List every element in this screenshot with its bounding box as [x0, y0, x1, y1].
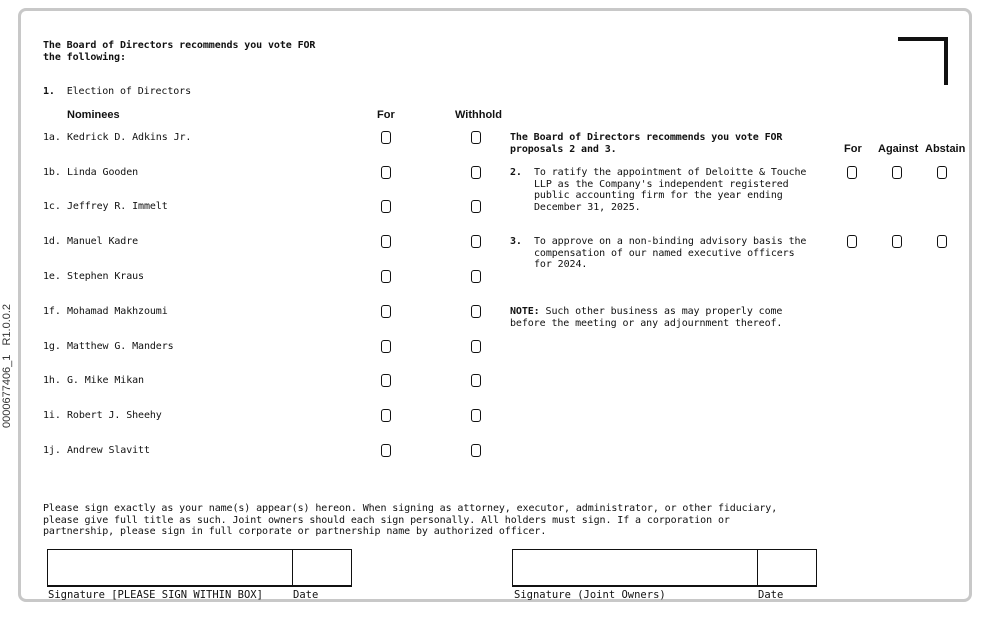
against-checkbox[interactable] — [892, 166, 902, 179]
for-checkbox[interactable] — [381, 340, 391, 353]
for-checkbox[interactable] — [381, 374, 391, 387]
proposal-text-line: public accounting firm for the year ending — [534, 190, 783, 201]
proposal-text — [534, 236, 806, 271]
nominee-name: Linda Gooden — [67, 167, 139, 178]
nominee-number: 1e. — [43, 271, 61, 282]
nominee-number: 1g. — [43, 341, 61, 352]
instruction-line: Please sign exactly as your name(s) appear(s) hereon. When signing as attorney, executor, administrator, or other fiduciary, — [43, 503, 778, 514]
proposal-text-line: LLP as the Company's independent registered — [534, 178, 789, 190]
proposal-text-line: compensation of our named executive officers — [534, 247, 795, 259]
signature-box[interactable] — [47, 549, 352, 587]
joint-signature-date-divider — [757, 550, 758, 585]
abstain-checkbox[interactable] — [937, 166, 947, 179]
proposal-number: 2. — [510, 167, 522, 178]
intro-line: the following: — [43, 51, 126, 63]
against-column-header: Against — [878, 143, 919, 155]
nominees-header: Nominees — [67, 109, 120, 121]
joint-signature-box[interactable] — [512, 549, 817, 587]
withhold-checkbox[interactable] — [471, 409, 481, 422]
proposal-text-line: To ratify the appointment of Deloitte & Touche — [534, 167, 807, 178]
nominee-number: 1j. — [43, 445, 61, 456]
nominee-number: 1f. — [43, 306, 61, 317]
for-checkbox[interactable] — [381, 200, 391, 213]
sign-instructions — [43, 503, 777, 538]
nominee-name: Matthew G. Manders — [67, 341, 174, 352]
withhold-checkbox[interactable] — [471, 270, 481, 283]
abstain-column-header: Abstain — [925, 143, 966, 155]
signature-label: Signature [PLEASE SIGN WITHIN BOX] — [48, 589, 263, 601]
proposal-number: 1. — [43, 86, 55, 97]
withhold-checkbox[interactable] — [471, 131, 481, 144]
against-checkbox[interactable] — [892, 235, 902, 248]
proposal-number: 3. — [510, 236, 522, 247]
for-checkbox[interactable] — [381, 305, 391, 318]
abstain-checkbox[interactable] — [937, 235, 947, 248]
instruction-line: please give full title as such. Joint owners should each sign personally. All holders must sign. If a corporation or — [43, 514, 730, 526]
proposal-text-line: To approve on a non-binding advisory basis the — [534, 236, 807, 247]
proposal-text-line: for 2024. — [534, 259, 588, 270]
nominee-name: G. Mike Mikan — [67, 375, 144, 386]
proposal-title-text: Election of Directors — [66, 86, 192, 97]
proposal-1-title — [43, 86, 191, 98]
for-checkbox[interactable] — [381, 270, 391, 283]
nominee-name: Stephen Kraus — [67, 271, 144, 282]
withhold-column-header: Withhold — [455, 109, 502, 121]
nominee-name: Mohamad Makhzoumi — [67, 306, 168, 317]
for-checkbox[interactable] — [847, 166, 857, 179]
nominee-number: 1h. — [43, 375, 61, 386]
proposal-text — [534, 167, 806, 213]
note-text: Such other business as may properly come — [539, 306, 783, 317]
instruction-line: partnership, please sign in full corporate or partnership name by authorized officer. — [43, 526, 547, 537]
for-checkbox[interactable] — [381, 235, 391, 248]
for-column-header: For — [377, 109, 395, 121]
nominee-number: 1d. — [43, 236, 61, 247]
nominee-number: 1b. — [43, 167, 61, 178]
for-checkbox[interactable] — [381, 444, 391, 457]
note — [510, 306, 782, 329]
withhold-checkbox[interactable] — [471, 340, 481, 353]
intro-line: The Board of Directors recommends you vote FOR — [510, 132, 783, 143]
nominee-number: 1c. — [43, 201, 61, 212]
withhold-checkbox[interactable] — [471, 305, 481, 318]
corner-registration-mark — [898, 37, 948, 85]
nominee-name: Kedrick D. Adkins Jr. — [67, 132, 192, 143]
joint-signature-date-label: Date — [758, 589, 784, 601]
for-checkbox[interactable] — [381, 131, 391, 144]
nominee-name: Andrew Slavitt — [67, 445, 150, 456]
for-checkbox[interactable] — [381, 166, 391, 179]
withhold-checkbox[interactable] — [471, 200, 481, 213]
nominee-name: Robert J. Sheehy — [67, 410, 162, 421]
proposals-2-3-intro — [510, 132, 782, 155]
for-checkbox[interactable] — [847, 235, 857, 248]
nominee-number: 1a. — [43, 132, 61, 143]
note-text: before the meeting or any adjournment thereof. — [510, 317, 783, 329]
intro-line: The Board of Directors recommends you vote FOR — [43, 40, 316, 51]
for-checkbox[interactable] — [381, 409, 391, 422]
document-id-side-text: 0000677406_1 R1.0.0.2 — [1, 303, 13, 428]
withhold-checkbox[interactable] — [471, 444, 481, 457]
withhold-checkbox[interactable] — [471, 235, 481, 248]
withhold-checkbox[interactable] — [471, 166, 481, 179]
nominee-name: Jeffrey R. Immelt — [67, 201, 168, 212]
note-label: NOTE: — [510, 306, 540, 317]
nominee-number: 1i. — [43, 410, 61, 421]
intro-line: proposals 2 and 3. — [510, 143, 617, 155]
joint-signature-label: Signature (Joint Owners) — [514, 589, 666, 601]
proposal-text-line: December 31, 2025. — [534, 201, 641, 213]
nominee-name: Manuel Kadre — [67, 236, 139, 247]
signature-date-divider — [292, 550, 293, 585]
for-column-header: For — [844, 143, 862, 155]
withhold-checkbox[interactable] — [471, 374, 481, 387]
signature-date-label: Date — [293, 589, 319, 601]
board-recommendation-intro — [43, 40, 315, 63]
